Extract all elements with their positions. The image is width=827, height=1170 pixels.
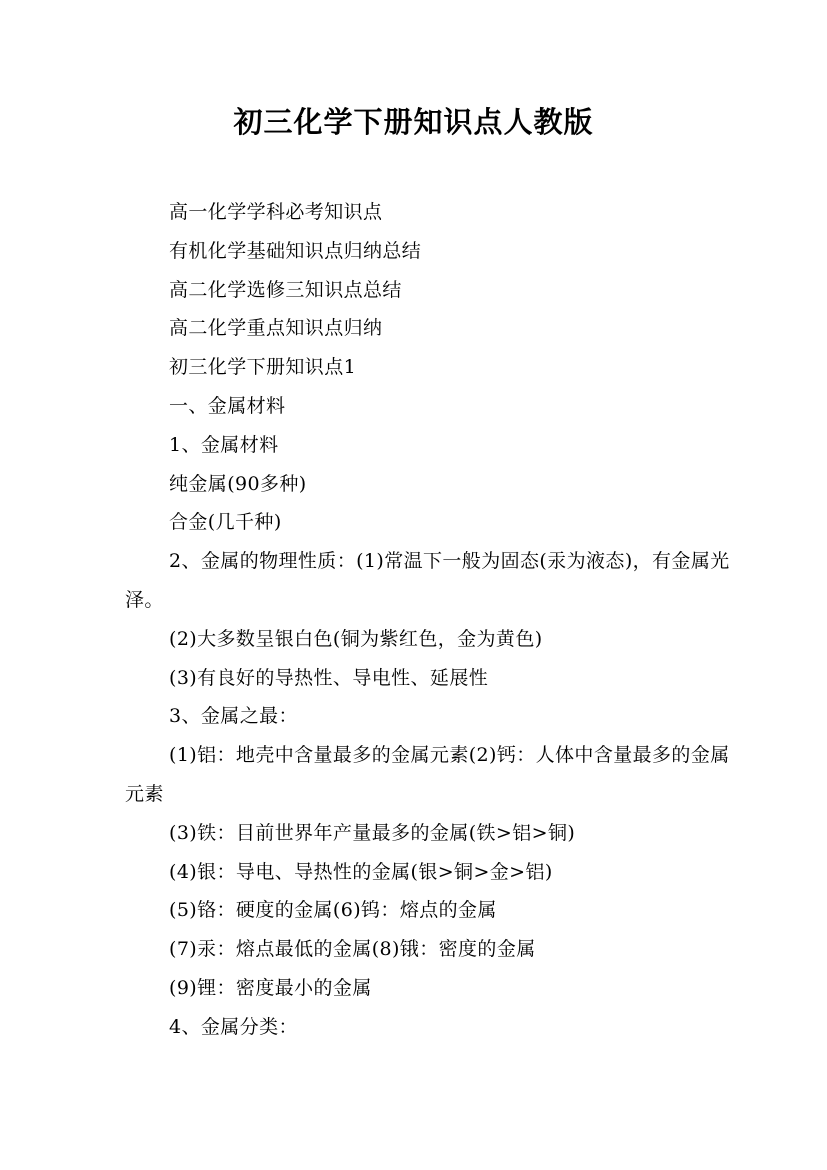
paragraph: 合金(几千种) [169,511,282,534]
paragraph-related-link-2: 有机化学基础知识点归纳总结 [169,239,422,262]
paragraph-related-link-4: 高二化学重点知识点归纳 [169,317,383,340]
paragraph: (2)大多数呈银白色(铜为紫红色，金为黄色) [169,627,543,650]
paragraph: (3)铁：目前世界年产量最多的金属(铁>铝>铜) [169,821,576,844]
document-title: 初三化学下册知识点人教版 [233,105,594,139]
document-body [125,193,745,1047]
paragraph: (5)铬：硬度的金属(6)钨：熔点的金属 [169,899,497,922]
chapter-heading: 一、金属材料 [169,394,286,417]
paragraph-related-link-3: 高二化学选修三知识点总结 [169,278,402,301]
paragraph-related-link-1: 高一化学学科必考知识点 [169,201,383,223]
section-heading: 初三化学下册知识点1 [169,356,357,379]
paragraph: 2、金属的物理性质：(1)常温下一般为固态(汞为液态)，有金属光泽。 [125,550,730,611]
paragraph: (1)铝：地壳中含量最多的金属元素(2)钙：人体中含量最多的金属元素 [125,744,730,805]
subsection-heading: 3、金属之最： [169,705,298,728]
paragraph: (4)银：导电、导热性的金属(银>铜>金>铝) [169,860,553,883]
paragraph: (3)有良好的导热性、导电性、延展性 [169,666,489,689]
paragraph: 纯金属(90多种) [169,472,307,495]
paragraph: (9)锂：密度最小的金属 [169,976,372,999]
paragraph: (7)汞：熔点最低的金属(8)锇：密度的金属 [169,938,536,961]
subsection-heading: 4、金属分类： [169,1015,298,1038]
subsection-heading: 1、金属材料 [169,433,279,456]
